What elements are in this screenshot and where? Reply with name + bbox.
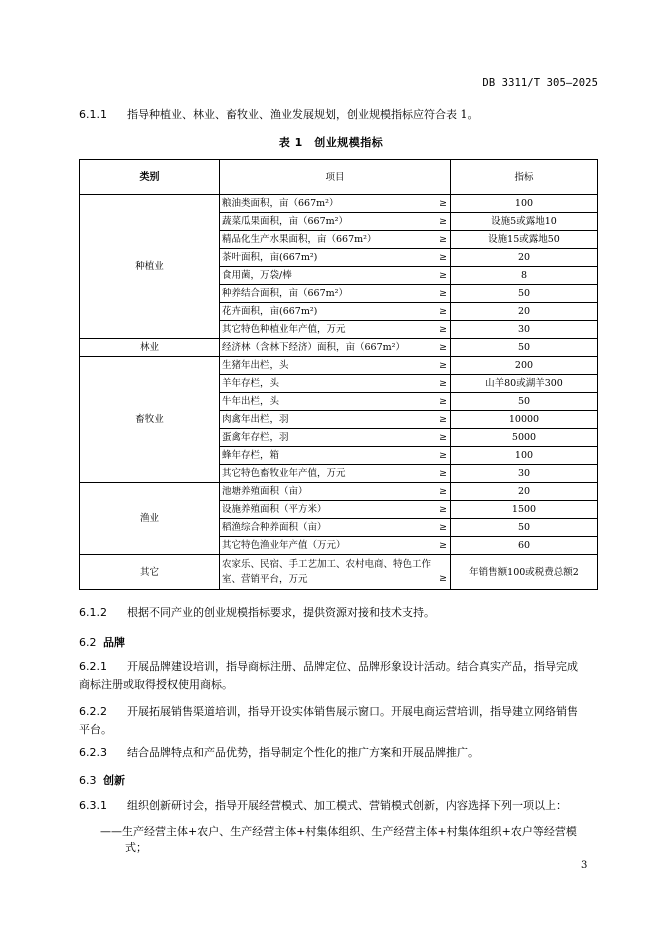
item-text: 生猪年出栏，头	[222, 360, 289, 371]
item-cell	[220, 339, 451, 357]
clause-text: 开展品牌建设培训，指导商标注册、品牌定位、品牌形象设计活动。结合真实产品，指导完成	[127, 660, 578, 673]
paragraph-6-1-2	[79, 606, 435, 620]
clause-number: 6.2.2	[79, 705, 107, 718]
indicator-cell: 200	[451, 357, 598, 375]
table-caption: 表 1 创业规模指标	[278, 136, 384, 149]
indicator-cell: 100	[451, 195, 598, 213]
page-number: 3	[581, 860, 588, 871]
dash-marker: ——	[100, 825, 122, 838]
item-text: 蔬菜瓜果面积，亩（667m²）	[222, 216, 348, 227]
item-text: 池塘养殖面积（亩）	[222, 486, 308, 497]
greater-or-equal-sign: ≥	[439, 288, 447, 299]
item-cell	[220, 267, 451, 285]
paragraph-6-1-1	[79, 108, 479, 122]
greater-or-equal-sign: ≥	[439, 342, 447, 353]
indicator-cell: 设施15或露地50	[451, 231, 598, 249]
item-text: 精品化生产水果面积，亩（667m²）	[222, 234, 377, 245]
item-cell	[220, 483, 451, 501]
section-number: 6.2	[79, 636, 97, 649]
item-cell	[220, 375, 451, 393]
clause-number: 6.2.3	[79, 746, 107, 759]
item-text: 其它特色渔业年产值（万元）	[222, 540, 346, 551]
greater-or-equal-sign: ≥	[439, 270, 447, 281]
indicator-cell: 30	[451, 321, 598, 339]
item-cell	[220, 465, 451, 483]
document-code-header: DB 3311/T 305—2025	[482, 77, 598, 89]
indicator-cell: 20	[451, 249, 598, 267]
greater-or-equal-sign: ≥	[439, 573, 447, 584]
paragraph-6-2-2	[79, 705, 578, 719]
header-indicator: 指标	[451, 160, 598, 195]
scale-indicator-table	[79, 159, 598, 590]
indicator-cell: 50	[451, 285, 598, 303]
indicator-cell: 年销售额100或税费总额2	[451, 555, 598, 590]
section-heading-innovation	[79, 772, 125, 788]
item-text: 肉禽年出栏，羽	[222, 414, 289, 425]
paragraph-6-2-3	[79, 746, 479, 760]
category-cell: 渔业	[80, 483, 220, 555]
paragraph-6-2-1	[79, 660, 578, 674]
greater-or-equal-sign: ≥	[439, 414, 447, 425]
table-row	[80, 555, 598, 590]
item-cell	[220, 303, 451, 321]
table-row	[80, 357, 598, 375]
item-cell	[220, 411, 451, 429]
clause-text: 组织创新研讨会，指导开展经营模式、加工模式、营销模式创新，内容选择下列一项以上：	[127, 799, 567, 812]
item-text: 蜂年存栏，箱	[222, 450, 280, 461]
item-text: 其它特色种植业年产值，万元	[222, 324, 346, 335]
indicator-cell: 10000	[451, 411, 598, 429]
item-cell	[220, 501, 451, 519]
item-cell	[220, 429, 451, 447]
indicator-cell: 100	[451, 447, 598, 465]
greater-or-equal-sign: ≥	[439, 450, 447, 461]
indicator-cell: 山羊80或湖羊300	[451, 375, 598, 393]
section-title: 创新	[103, 774, 125, 787]
clause-number: 6.3.1	[79, 799, 107, 812]
greater-or-equal-sign: ≥	[439, 216, 447, 227]
indicator-cell: 1500	[451, 501, 598, 519]
list-item-cont: 式；	[125, 841, 147, 854]
item-cell	[220, 537, 451, 555]
greater-or-equal-sign: ≥	[439, 468, 447, 479]
greater-or-equal-sign: ≥	[439, 540, 447, 551]
section-number: 6.3	[79, 774, 97, 787]
indicator-cell: 20	[451, 483, 598, 501]
category-cell: 林业	[80, 339, 220, 357]
indicator-cell: 5000	[451, 429, 598, 447]
greater-or-equal-sign: ≥	[439, 198, 447, 209]
item-cell	[220, 357, 451, 375]
item-cell	[220, 285, 451, 303]
item-text: 种养结合面积，亩（667m²）	[222, 288, 348, 299]
greater-or-equal-sign: ≥	[439, 504, 447, 515]
item-text: 牛年出栏，头	[222, 396, 280, 407]
table-row	[80, 483, 598, 501]
item-cell	[220, 519, 451, 537]
item-text: 茶叶面积，亩(667m²)	[222, 252, 318, 263]
item-cell	[220, 249, 451, 267]
item-text: 食用菌，万袋/棒	[222, 270, 292, 281]
indicator-cell: 50	[451, 519, 598, 537]
greater-or-equal-sign: ≥	[439, 432, 447, 443]
item-cell	[220, 213, 451, 231]
greater-or-equal-sign: ≥	[439, 234, 447, 245]
clause-text: 指导种植业、林业、畜牧业、渔业发展规划，创业规模指标应符合表 1。	[127, 108, 479, 121]
section-heading-brand	[79, 634, 125, 650]
indicator-cell: 60	[451, 537, 598, 555]
clause-number: 6.1.2	[79, 606, 107, 619]
list-item-dash	[100, 825, 577, 839]
item-text: 经济林（含林下经济）面积，亩（667m²）	[222, 342, 405, 353]
item-text: 花卉面积，亩(667m²)	[222, 306, 318, 317]
category-cell: 畜牧业	[80, 357, 220, 483]
paragraph-6-2-2-cont: 平台。	[79, 723, 112, 736]
paragraph-6-2-1-cont: 商标注册或取得授权使用商标。	[79, 678, 233, 691]
item-text: 设施养殖面积（平方米）	[222, 504, 327, 515]
greater-or-equal-sign: ≥	[439, 396, 447, 407]
list-item-text: 生产经营主体+农户、生产经营主体+村集体组织、生产经营主体+村集体组织+农户等经营模	[122, 825, 577, 838]
clause-text: 结合品牌特点和产品优势，指导制定个性化的推广方案和开展品牌推广。	[127, 746, 479, 759]
category-cell: 其它	[80, 555, 220, 590]
header-category: 类别	[80, 160, 220, 195]
clause-text: 根据不同产业的创业规模指标要求，提供资源对接和技术支持。	[127, 606, 435, 619]
greater-or-equal-sign: ≥	[439, 306, 447, 317]
greater-or-equal-sign: ≥	[439, 486, 447, 497]
item-cell	[220, 447, 451, 465]
item-text: 其它特色畜牧业年产值，万元	[222, 468, 346, 479]
item-text: 蛋禽年存栏，羽	[222, 432, 289, 443]
item-cell	[220, 321, 451, 339]
category-cell: 种植业	[80, 195, 220, 339]
indicator-cell: 设施5或露地10	[451, 213, 598, 231]
item-text: 粮油类面积，亩（667m²）	[222, 198, 339, 209]
table-row	[80, 195, 598, 213]
item-cell	[220, 195, 451, 213]
header-item: 项目	[220, 160, 451, 195]
indicator-cell: 30	[451, 465, 598, 483]
greater-or-equal-sign: ≥	[439, 360, 447, 371]
paragraph-6-3-1	[79, 799, 567, 813]
clause-text: 开展拓展销售渠道培训，指导开设实体销售展示窗口。开展电商运营培训，指导建立网络销售	[127, 705, 578, 718]
greater-or-equal-sign: ≥	[439, 522, 447, 533]
indicator-cell: 50	[451, 393, 598, 411]
item-cell	[220, 231, 451, 249]
indicator-cell: 8	[451, 267, 598, 285]
item-cell	[220, 555, 451, 590]
greater-or-equal-sign: ≥	[439, 378, 447, 389]
item-cell	[220, 393, 451, 411]
table-row	[80, 339, 598, 357]
indicator-cell: 20	[451, 303, 598, 321]
item-text: 稻渔综合种养面积（亩）	[222, 522, 327, 533]
clause-number: 6.2.1	[79, 660, 107, 673]
section-title: 品牌	[103, 636, 125, 649]
greater-or-equal-sign: ≥	[439, 252, 447, 263]
item-text: 农家乐、民宿、手工艺加工、农村电商、特色工作室、营销平台，万元	[222, 559, 432, 585]
table-header-row	[80, 160, 598, 195]
clause-number: 6.1.1	[79, 108, 107, 121]
greater-or-equal-sign: ≥	[439, 324, 447, 335]
indicator-cell: 50	[451, 339, 598, 357]
item-text: 羊年存栏，头	[222, 378, 280, 389]
